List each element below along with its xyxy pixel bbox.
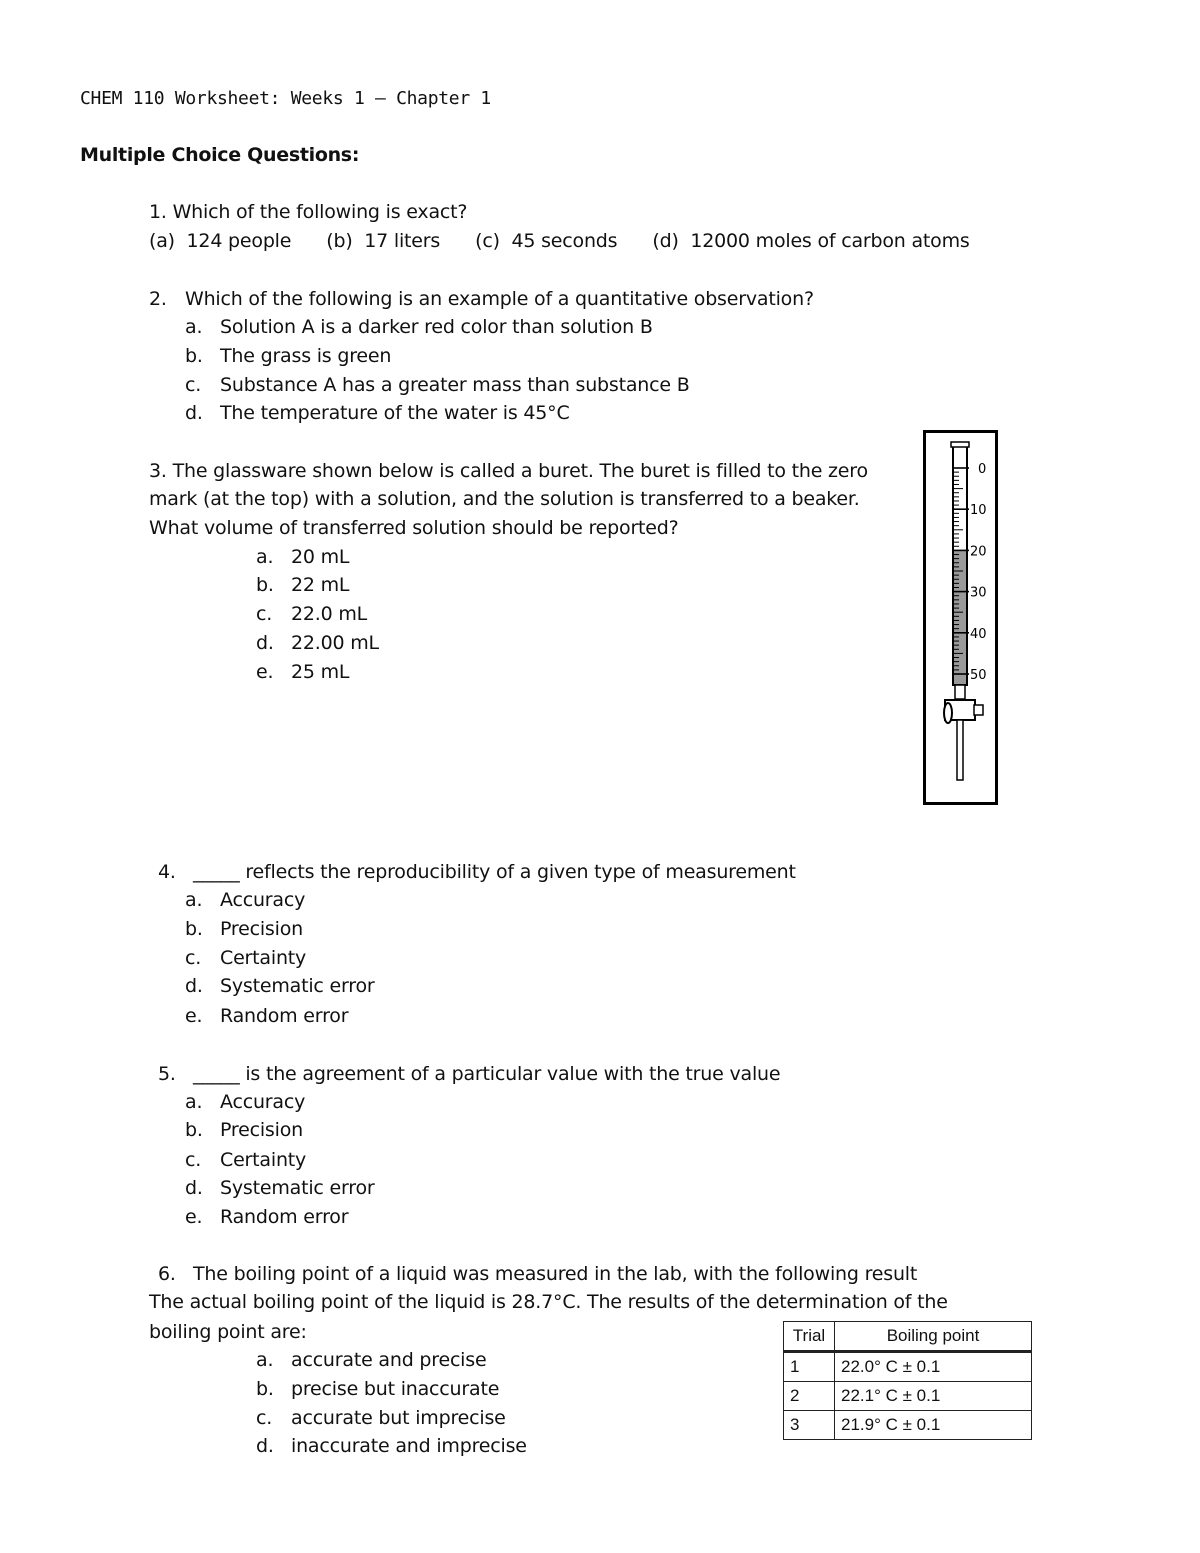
q2-number: 2. (149, 288, 167, 310)
q6-number: 6. (158, 1263, 176, 1285)
q5-option-letter: a. (185, 1091, 203, 1113)
q3-option-letter: b. (256, 574, 274, 596)
q6-stem: The boiling point of a liquid was measured in the lab, with the following result (193, 1263, 918, 1285)
table-header-trial: Trial (784, 1322, 835, 1352)
q3-stem-line: mark (at the top) with a solution, and the solution is transferred to a beaker. (149, 488, 860, 510)
q2-option-text: The grass is green (220, 345, 392, 367)
q4-option-letter: a. (185, 889, 203, 911)
trial-cell: 3 (784, 1411, 835, 1440)
q5-option-letter: c. (185, 1149, 202, 1171)
boiling-point-cell: 22.1° C ± 0.1 (835, 1382, 1032, 1411)
q4-option-letter: c. (185, 947, 202, 969)
q3-option-letter: a. (256, 546, 274, 568)
boiling-point-cell: 22.0° C ± 0.1 (835, 1352, 1032, 1382)
boiling-point-table (783, 1321, 1032, 1440)
table-row (784, 1382, 1032, 1411)
trial-cell: 2 (784, 1382, 835, 1411)
q2-stem: Which of the following is an example of a quantitative observation? (185, 288, 814, 310)
q4-option-letter: b. (185, 918, 203, 940)
q6-option-letter: d. (256, 1435, 274, 1457)
q3-option-letter: d. (256, 632, 274, 654)
stopcock-knob (974, 705, 983, 715)
buret-neck (955, 685, 965, 699)
q5-option-text: Certainty (220, 1149, 307, 1171)
q6-option-text: inaccurate and imprecise (291, 1435, 527, 1457)
q6-option-letter: a. (256, 1349, 274, 1371)
q5-option-text: Systematic error (220, 1177, 375, 1199)
q1-stem: 1. Which of the following is exact? (149, 201, 468, 223)
q2-option-text: The temperature of the water is 45°C (220, 402, 570, 424)
q6-option-text: precise but inaccurate (291, 1378, 500, 1400)
buret-rim (951, 442, 969, 447)
buret-scale-label: 40 (970, 626, 987, 642)
q5-option-letter: d. (185, 1177, 203, 1199)
q1-options: (a) 124 people (b) 17 liters (c) 45 seconds (d) 12000 moles of carbon atoms (149, 230, 970, 252)
q6-option-letter: c. (256, 1407, 273, 1429)
buret-tip (957, 720, 963, 780)
table-header-boiling-point: Boiling point (835, 1322, 1032, 1352)
q3-option-text: 22.0 mL (291, 603, 368, 625)
q4-option-letter: d. (185, 975, 203, 997)
q6-stem-line: The actual boiling point of the liquid is 28.7°C. The results of the determination of the (149, 1291, 948, 1313)
q3-option-text: 20 mL (291, 546, 350, 568)
q6-option-text: accurate but imprecise (291, 1407, 506, 1429)
q6-option-letter: b. (256, 1378, 274, 1400)
q5-option-text: Random error (220, 1206, 349, 1228)
q2-option-letter: a. (185, 316, 203, 338)
q5-stem: _____ is the agreement of a particular value with the true value (193, 1063, 781, 1085)
q3-option-letter: c. (256, 603, 273, 625)
buret-scale-label: 20 (970, 544, 987, 560)
q2-option-letter: b. (185, 345, 203, 367)
q4-option-text: Systematic error (220, 975, 375, 997)
q5-number: 5. (158, 1063, 176, 1085)
q5-option-text: Precision (220, 1119, 303, 1141)
q3-stem-line: 3. The glassware shown below is called a buret. The buret is filled to the zero (149, 460, 868, 482)
table-header-row (784, 1322, 1032, 1352)
q4-option-text: Certainty (220, 947, 307, 969)
buret-scale-label: 30 (970, 585, 987, 601)
q2-option-letter: c. (185, 374, 202, 396)
buret-scale-label: 10 (970, 503, 987, 519)
buret-scale-label: 50 (970, 668, 987, 683)
q3-option-letter: e. (256, 661, 274, 683)
table-row (784, 1411, 1032, 1440)
buret-illustration (923, 430, 998, 805)
q3-option-text: 25 mL (291, 661, 350, 683)
table-row (784, 1352, 1032, 1382)
buret-liquid (954, 550, 966, 684)
q5-option-letter: e. (185, 1206, 203, 1228)
q4-option-letter: e. (185, 1005, 203, 1027)
q4-number: 4. (158, 861, 176, 883)
buret-scale-label: 0 (978, 462, 987, 477)
q6-stem-line: boiling point are: (149, 1321, 307, 1343)
buret-scale-labels (970, 462, 987, 683)
section-title: Multiple Choice Questions: (80, 144, 360, 166)
q3-option-text: 22 mL (291, 574, 350, 596)
q4-option-text: Precision (220, 918, 303, 940)
worksheet-header: CHEM 110 Worksheet: Weeks 1 – Chapter 1 (80, 88, 491, 109)
q2-option-text: Substance A has a greater mass than substance B (220, 374, 690, 396)
q3-stem-line: What volume of transferred solution should be reported? (149, 517, 679, 539)
q2-option-text: Solution A is a darker red color than solution B (220, 316, 653, 338)
q4-stem: _____ reflects the reproducibility of a given type of measurement (193, 861, 796, 883)
buret-drawing (944, 442, 983, 780)
q2-option-letter: d. (185, 402, 203, 424)
q6-option-text: accurate and precise (291, 1349, 487, 1371)
q5-option-letter: b. (185, 1119, 203, 1141)
boiling-point-cell: 21.9° C ± 0.1 (835, 1411, 1032, 1440)
q4-option-text: Accuracy (220, 889, 306, 911)
q3-option-text: 22.00 mL (291, 632, 379, 654)
stopcock-handle (944, 703, 952, 723)
q5-option-text: Accuracy (220, 1091, 306, 1113)
trial-cell: 1 (784, 1352, 835, 1382)
q4-option-text: Random error (220, 1005, 349, 1027)
